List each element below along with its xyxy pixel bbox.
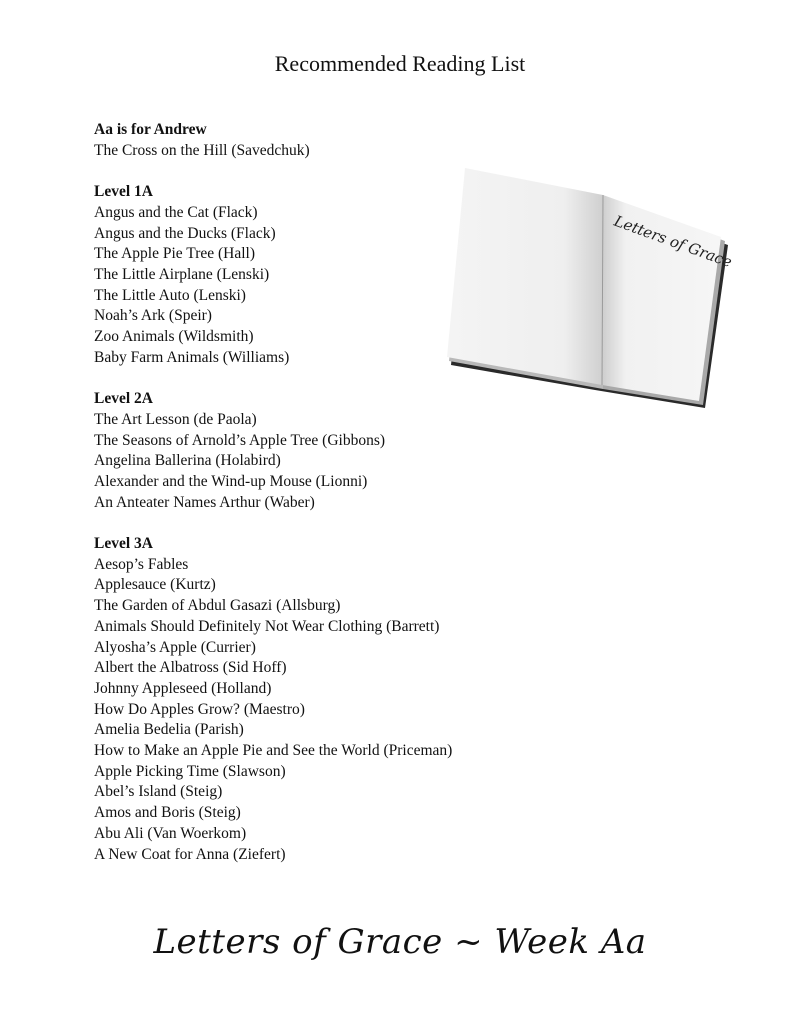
list-item: Aesop’s Fables: [94, 555, 189, 573]
list-item: Applesauce (Kurtz): [94, 576, 216, 594]
section-heading: Aa is for Andrew: [94, 121, 207, 138]
list-item: How to Make an Apple Pie and See the World (Priceman): [94, 742, 453, 760]
list-item: Noah’s Ark (Speir): [94, 307, 212, 325]
book-left-page: [447, 168, 603, 385]
footer-text: Letters of Grace ~ Week Aa: [153, 922, 647, 962]
list-item: Baby Farm Animals (Williams): [94, 348, 290, 366]
book-caption: Letters of Grace: [611, 211, 735, 272]
list-item: Angus and the Cat (Flack): [94, 203, 258, 221]
list-item: An Anteater Names Arthur (Waber): [94, 493, 315, 511]
list-item: The Garden of Abdul Gasazi (Allsburg): [94, 597, 341, 615]
open-book-image: [445, 165, 735, 410]
list-item: The Apple Pie Tree (Hall): [94, 245, 256, 263]
list-item: Amelia Bedelia (Parish): [94, 721, 244, 739]
list-item: Apple Picking Time (Slawson): [94, 762, 286, 780]
footer-title: [0, 922, 800, 962]
section-heading: Level 1A: [94, 183, 153, 201]
list-item: Angus and the Ducks (Flack): [94, 224, 276, 242]
list-item: The Little Airplane (Lenski): [94, 265, 270, 283]
section-heading: Level 2A: [94, 390, 153, 408]
list-item: The Art Lesson (de Paola): [94, 410, 257, 428]
list-item: Johnny Appleseed (Holland): [94, 679, 272, 697]
list-item: The Seasons of Arnold’s Apple Tree (Gibbons): [94, 431, 386, 449]
page-title: Recommended Reading List: [274, 51, 526, 76]
list-item: Albert the Albatross (Sid Hoff): [94, 659, 287, 677]
list-item: Abel’s Island (Steig): [94, 783, 223, 801]
section-heading: Level 3A: [94, 535, 153, 553]
section-level-3a: [94, 534, 614, 865]
list-item: The Cross on the Hill (Savedchuk): [94, 141, 310, 159]
list-item: The Little Auto (Lenski): [94, 286, 246, 304]
list-item: Alyosha’s Apple (Currier): [94, 638, 256, 656]
list-item: Amos and Boris (Steig): [94, 804, 241, 822]
section-aa-is-for-andrew: [94, 120, 614, 161]
list-item: Abu Ali (Van Woerkom): [94, 824, 247, 842]
list-item: Zoo Animals (Wildsmith): [94, 328, 254, 346]
list-item: Alexander and the Wind-up Mouse (Lionni): [94, 472, 368, 490]
list-item: Animals Should Definitely Not Wear Clothing (Barrett): [94, 617, 440, 635]
list-item: Angelina Ballerina (Holabird): [94, 452, 281, 470]
list-item: How Do Apples Grow? (Maestro): [94, 700, 305, 718]
list-item: A New Coat for Anna (Ziefert): [94, 845, 286, 863]
